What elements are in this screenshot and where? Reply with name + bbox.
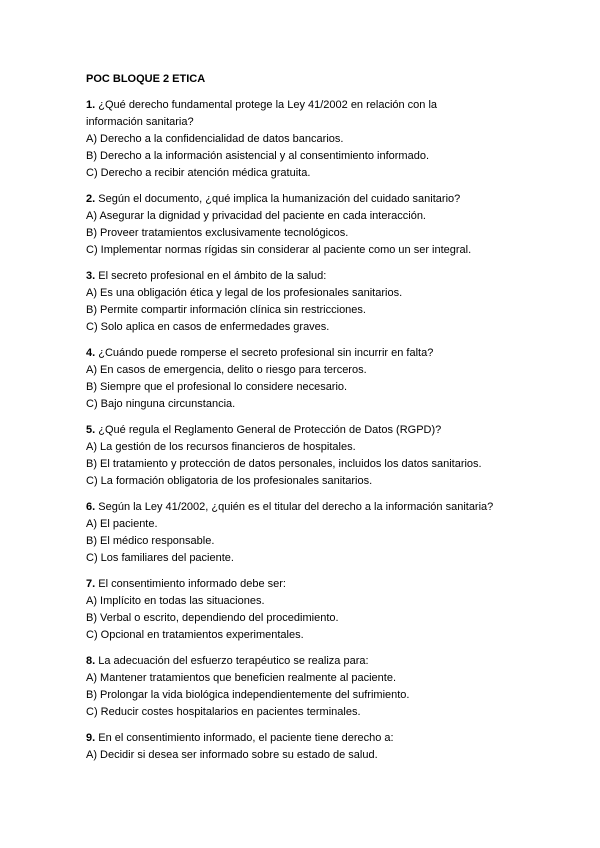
question-text: La adecuación del esfuerzo terapéutico se realiza para: <box>98 655 369 667</box>
question-stem <box>86 191 556 208</box>
question-text: ¿Cuándo puede romperse el secreto profesional sin incurrir en falta? <box>98 347 434 359</box>
question-stem <box>86 268 556 285</box>
option-b: B) Proveer tratamientos exclusivamente tecnológicos. <box>86 227 349 239</box>
question-number: 7. <box>86 578 96 590</box>
question-stem <box>86 422 556 439</box>
option-a: A) El paciente. <box>86 518 158 530</box>
question-4 <box>86 345 556 413</box>
option-a: A) La gestión de los recursos financieros de hospitales. <box>86 441 356 453</box>
document-title: POC BLOQUE 2 ETICA <box>86 73 206 85</box>
option-c: C) Derecho a recibir atención médica gratuita. <box>86 167 311 179</box>
option-b: B) Permite compartir información clínica sin restricciones. <box>86 304 366 316</box>
option-c: C) La formación obligatoria de los profesionales sanitarios. <box>86 475 373 487</box>
question-number: 9. <box>86 732 96 744</box>
option-b: B) Prolongar la vida biológica independientemente del sufrimiento. <box>86 689 410 701</box>
question-text: ¿Qué regula el Reglamento General de Protección de Datos (RGPD)? <box>98 424 442 436</box>
question-number: 1. <box>86 99 96 111</box>
question-7 <box>86 576 556 644</box>
question-stem <box>86 576 556 593</box>
question-1 <box>86 97 556 182</box>
option-a: A) Decidir si desea ser informado sobre su estado de salud. <box>86 749 378 761</box>
question-number: 5. <box>86 424 96 436</box>
question-number: 4. <box>86 347 96 359</box>
option-a: A) Es una obligación ética y legal de los profesionales sanitarios. <box>86 287 403 299</box>
option-c: C) Los familiares del paciente. <box>86 552 234 564</box>
question-stem <box>86 730 556 747</box>
question-stem <box>86 653 556 670</box>
option-c: C) Reducir costes hospitalarios en pacientes terminales. <box>86 706 361 718</box>
question-stem <box>86 97 556 114</box>
option-c: C) Opcional en tratamientos experimentales. <box>86 629 304 641</box>
question-number: 6. <box>86 501 96 513</box>
question-text: Según la Ley 41/2002, ¿quién es el titular del derecho a la información sanitaria? <box>98 501 494 513</box>
question-stem <box>86 345 556 362</box>
question-text: El consentimiento informado debe ser: <box>98 578 286 590</box>
option-a: A) Asegurar la dignidad y privacidad del paciente en cada interacción. <box>86 210 426 222</box>
option-a: A) Mantener tratamientos que beneficien realmente al paciente. <box>86 672 397 684</box>
question-6 <box>86 499 556 567</box>
question-3 <box>86 268 556 336</box>
option-b: B) Derecho a la información asistencial y al consentimiento informado. <box>86 150 429 162</box>
question-text: ¿Qué derecho fundamental protege la Ley 41/2002 en relación con la <box>98 99 438 111</box>
option-a: A) En casos de emergencia, delito o riesgo para terceros. <box>86 364 367 376</box>
question-number: 2. <box>86 193 96 205</box>
option-b: B) El médico responsable. <box>86 535 215 547</box>
question-stem <box>86 499 556 516</box>
document-content <box>86 71 556 773</box>
question-number: 8. <box>86 655 96 667</box>
option-b: B) El tratamiento y protección de datos personales, incluidos los datos sanitarios. <box>86 458 482 470</box>
question-text: En el consentimiento informado, el paciente tiene derecho a: <box>98 732 394 744</box>
question-2 <box>86 191 556 259</box>
option-b: B) Siempre que el profesional lo considere necesario. <box>86 381 348 393</box>
option-c: C) Implementar normas rígidas sin considerar al paciente como un ser integral. <box>86 244 472 256</box>
option-a: A) Derecho a la confidencialidad de datos bancarios. <box>86 133 344 145</box>
option-c: C) Bajo ninguna circunstancia. <box>86 398 236 410</box>
question-9 <box>86 730 556 764</box>
question-text: Según el documento, ¿qué implica la humanización del cuidado sanitario? <box>98 193 461 205</box>
option-b: B) Verbal o escrito, dependiendo del procedimiento. <box>86 612 339 624</box>
question-8 <box>86 653 556 721</box>
question-text-continued: información sanitaria? <box>86 116 194 128</box>
question-number: 3. <box>86 270 96 282</box>
question-text: El secreto profesional en el ámbito de la salud: <box>98 270 327 282</box>
question-5 <box>86 422 556 490</box>
option-c: C) Solo aplica en casos de enfermedades graves. <box>86 321 330 333</box>
option-a: A) Implícito en todas las situaciones. <box>86 595 265 607</box>
